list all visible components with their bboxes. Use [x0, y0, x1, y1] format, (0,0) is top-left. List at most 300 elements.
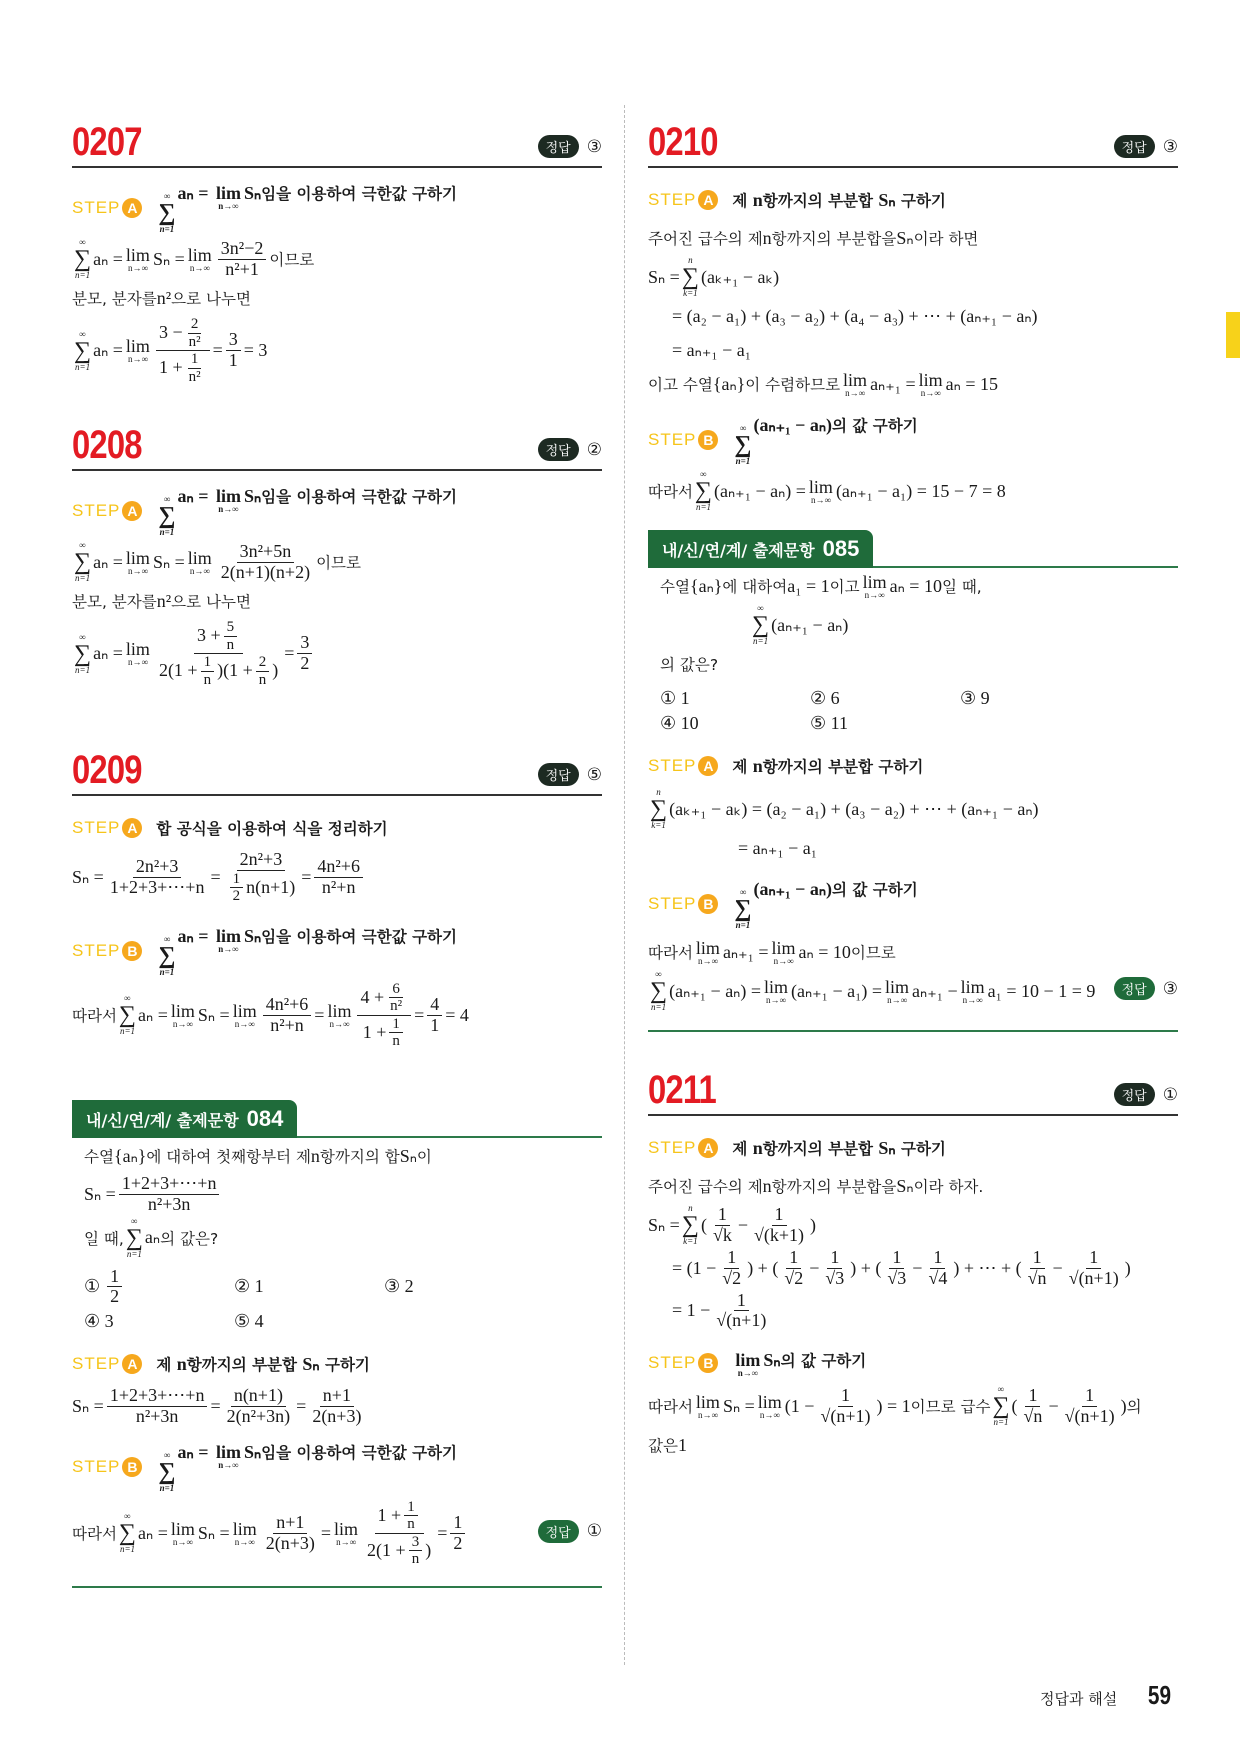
- answer-value: ③: [586, 136, 602, 157]
- math-text: ① 1: [660, 688, 690, 708]
- math-text: n²+3n: [147, 1193, 191, 1214]
- math-line: [648, 936, 1095, 968]
- math-text: =: [414, 1004, 425, 1025]
- math-text: −: [1048, 1395, 1059, 1416]
- math-text: 1: [110, 1265, 120, 1286]
- sigma-symbol: ∑: [734, 432, 752, 458]
- korean-text: 의 값 구하기: [780, 1351, 867, 1370]
- fraction: [107, 857, 208, 898]
- lim-symbol: lim: [735, 1349, 761, 1370]
- step-label: STEP: [648, 190, 697, 209]
- sigma-symbol: ∑: [74, 640, 92, 667]
- math-text: = (a₂ − a₁) + (a₃ − a₂) + (a₄ − a₃) + ⋯ + (aₙ₊₁ − aₙ): [672, 305, 1038, 326]
- fraction: [781, 1248, 806, 1289]
- final-row: [72, 1497, 602, 1570]
- step-letter: B: [698, 1353, 718, 1373]
- summation: [158, 495, 175, 537]
- denominator: [201, 672, 215, 689]
- numerator: [237, 542, 295, 563]
- math-text: Sₙ: [878, 190, 896, 210]
- math-text: 4n²+6: [317, 856, 360, 877]
- answer-value: ①: [1162, 1084, 1178, 1105]
- numerator: [357, 981, 411, 1016]
- lim-symbol: lim: [215, 486, 241, 506]
- math-text: n: [203, 671, 212, 688]
- answer-choice: [660, 713, 810, 734]
- numerator: [1082, 1386, 1097, 1407]
- denominator: [925, 1269, 950, 1289]
- fraction: [107, 1386, 208, 1427]
- lim-subscript: n→∞: [773, 955, 794, 966]
- limit: [764, 978, 788, 1005]
- korean-text: 주어진 급수의 제: [648, 1178, 763, 1196]
- answer-badge: 정답: [1114, 135, 1155, 158]
- sum-lower-limit: n=1: [159, 1482, 175, 1493]
- lim-subscript: n→∞: [887, 994, 907, 1005]
- fraction: [387, 981, 405, 1015]
- fraction: [1021, 1386, 1046, 1427]
- section-end-rule: [72, 1586, 602, 1588]
- final-row: [648, 934, 1178, 1014]
- math-text: (aₙ₊₁ − aₙ): [771, 614, 849, 635]
- lim-symbol: lim: [771, 937, 796, 958]
- lim-symbol: lim: [125, 244, 150, 265]
- math-text: (aₖ₊₁ − aₖ): [700, 266, 780, 287]
- limit: [843, 371, 867, 398]
- denominator: [1021, 1407, 1046, 1427]
- korean-text: 으로 나누면: [171, 593, 251, 611]
- korean-text: 의 값 구하기: [832, 417, 918, 435]
- limit: [216, 184, 241, 211]
- math-line: [648, 1291, 1178, 1332]
- lim-subscript: n→∞: [336, 1536, 356, 1547]
- math-line: [648, 1204, 1178, 1246]
- step-label: STEP: [72, 198, 121, 217]
- step-label: STEP: [648, 756, 697, 775]
- denominator: [263, 1534, 318, 1554]
- solution-body: [72, 1497, 468, 1570]
- answer-choice: [84, 1311, 234, 1332]
- solution-body: [648, 1170, 1178, 1331]
- numerator: [237, 850, 286, 871]
- math-text: =: [284, 643, 295, 663]
- math-text: Sₙ: [763, 1349, 781, 1370]
- denominator: [364, 1534, 434, 1568]
- fraction: [309, 1386, 364, 1427]
- math-text: 1 +: [158, 357, 183, 378]
- sum-upper-limit: ∞: [655, 969, 662, 979]
- sigma-symbol: ∑: [74, 549, 92, 575]
- denominator: [186, 369, 204, 386]
- step-title: [156, 817, 387, 839]
- answer-value: ①: [586, 1521, 602, 1542]
- math-text: Sₙ =: [722, 1395, 755, 1416]
- math-text: 4 +: [360, 986, 385, 1007]
- section-end-rule: [648, 1030, 1178, 1032]
- math-text: √n: [1023, 1405, 1043, 1426]
- numerator: [827, 1248, 842, 1269]
- answer-value: ⑤: [586, 764, 602, 785]
- numerator: [218, 239, 267, 260]
- math-text: 3 −: [158, 322, 183, 343]
- sum-lower-limit: n=1: [126, 1248, 142, 1259]
- lim-symbol: lim: [862, 571, 887, 592]
- math-text: 1: [774, 1203, 784, 1224]
- math-text: Sₙ =: [72, 866, 104, 887]
- korean-text: 따라서: [72, 1525, 117, 1544]
- math-text: 2(n+3): [312, 1405, 362, 1426]
- math-text: n: [310, 1145, 320, 1166]
- numerator: [256, 654, 270, 672]
- header-rule: [873, 566, 1178, 568]
- fraction: [817, 1386, 873, 1427]
- lim-symbol: lim: [125, 336, 150, 356]
- limit: [171, 1520, 195, 1547]
- answer: [538, 135, 602, 158]
- math-text: 1: [892, 1247, 902, 1267]
- answer-badge: 정답: [1114, 1083, 1155, 1106]
- tag-label: 내/신/연/계/ 출제문항: [86, 1111, 239, 1130]
- problem-header: [72, 112, 602, 168]
- math-text: 3n²+5n: [239, 540, 292, 561]
- math-text: aₙ =: [93, 340, 123, 360]
- step-a: [72, 485, 602, 537]
- lim-subscript: n→∞: [737, 1367, 759, 1378]
- summation: [158, 192, 175, 234]
- math-line: [648, 256, 1178, 298]
- step-title: [156, 1353, 370, 1375]
- korean-text: 의 값 구하기: [832, 881, 918, 899]
- math-text: = 4: [445, 1004, 469, 1025]
- denominator: [817, 1407, 873, 1427]
- answer-choices: [72, 1267, 602, 1333]
- sum-upper-limit: ∞: [700, 469, 707, 479]
- lim-symbol: lim: [170, 1000, 195, 1021]
- korean-text: 구하기: [319, 1356, 370, 1375]
- math-text: n²: [188, 368, 201, 385]
- lim-symbol: lim: [695, 1391, 720, 1412]
- fraction: [256, 654, 270, 688]
- step-a: [72, 1346, 602, 1382]
- fraction: [925, 1248, 950, 1289]
- step-a: [72, 810, 602, 846]
- numerator: [156, 316, 210, 351]
- math-text: ⑤ 4: [234, 1311, 264, 1332]
- step-a: [648, 182, 1178, 218]
- lim-symbol: lim: [125, 639, 150, 659]
- sum-lower-limit: n=1: [75, 664, 91, 675]
- korean-text: 일 때,: [84, 1229, 124, 1248]
- fraction: [404, 1499, 418, 1533]
- sum-upper-limit: ∞: [997, 1384, 1005, 1395]
- denominator: [156, 351, 210, 385]
- math-text: ): [1124, 1257, 1131, 1278]
- math-text: n²: [188, 333, 201, 350]
- math-text: 2(n²+3n): [226, 1405, 291, 1426]
- limit: [126, 246, 150, 273]
- denominator: [224, 637, 238, 654]
- fraction: [1025, 1248, 1050, 1289]
- math-text: n: [407, 1516, 415, 1533]
- math-text: aₙ: [144, 1227, 161, 1248]
- korean-text: 합 공식을 이용하여 식을 정리하기: [156, 820, 388, 838]
- answer-choice: [84, 1267, 234, 1308]
- math-text: 1+2+3+⋯+n: [109, 876, 205, 897]
- summation: [74, 633, 91, 675]
- lim-subscript: n→∞: [127, 565, 148, 576]
- sum-upper-limit: n: [688, 255, 693, 265]
- numerator: [133, 857, 182, 878]
- korean-text: 항까지의 부분합을: [771, 230, 897, 248]
- math-text: −: [1052, 1257, 1063, 1278]
- sum-lower-limit: n=1: [159, 966, 175, 977]
- sum-lower-limit: n=1: [75, 573, 91, 583]
- sigma-symbol: ∑: [158, 1458, 176, 1485]
- sum-lower-limit: n=1: [993, 1417, 1009, 1428]
- sum-upper-limit: ∞: [124, 993, 131, 1004]
- limit: [188, 549, 212, 576]
- math-text: √(n+1): [820, 1405, 871, 1426]
- denominator: [404, 1516, 418, 1533]
- question-body: [648, 570, 1178, 680]
- math-text: (aₙ₊₁ − a₁) =: [791, 980, 883, 1001]
- numerator: [389, 981, 403, 999]
- korean-text: 의 값은?: [160, 1229, 219, 1248]
- summation: [74, 541, 91, 583]
- math-text: aₙ =: [138, 1004, 168, 1025]
- math-text: ④ 10: [660, 713, 699, 733]
- math-text: n+1: [276, 1511, 305, 1532]
- summation: [119, 1512, 136, 1554]
- limit: [919, 371, 943, 398]
- summation: [992, 1385, 1009, 1427]
- math-line: [84, 1217, 602, 1259]
- math-text: 1: [190, 351, 199, 367]
- limit: [233, 1002, 257, 1029]
- numerator: [314, 857, 363, 878]
- numerator: [231, 1386, 286, 1407]
- math-line: [72, 316, 602, 385]
- lim-subscript: n→∞: [962, 994, 983, 1005]
- denominator: [427, 1016, 442, 1036]
- math-text: Sₙ =: [197, 1004, 230, 1025]
- step-title: [156, 485, 457, 537]
- sum-upper-limit: ∞: [739, 423, 747, 433]
- step-letter: A: [122, 198, 142, 218]
- step-letter: A: [698, 756, 718, 776]
- math-text: n²+n: [321, 876, 356, 897]
- tag-label: 내/신/연/계/ 출제문항: [662, 541, 815, 560]
- math-text: 1: [736, 1289, 746, 1310]
- lim-subscript: n→∞: [127, 262, 148, 273]
- math-text: Sₙ: [243, 183, 262, 203]
- sigma-symbol: ∑: [158, 942, 176, 969]
- summation: [74, 238, 91, 280]
- math-text: =: [296, 1395, 307, 1416]
- math-text: 2: [453, 1532, 463, 1553]
- sum-lower-limit: n=1: [159, 527, 175, 537]
- math-text: =: [210, 866, 221, 887]
- math-text: 1: [203, 654, 212, 670]
- numerator: [119, 1174, 220, 1195]
- math-text: n²: [156, 590, 172, 611]
- fraction: [409, 1534, 423, 1568]
- math-text: 3: [228, 329, 238, 350]
- math-text: n: [258, 671, 267, 688]
- lim-subscript: n→∞: [172, 1536, 193, 1547]
- lim-subscript: n→∞: [697, 1409, 718, 1420]
- lim-symbol: lim: [808, 476, 833, 497]
- solution-0208: [72, 415, 602, 690]
- numerator: [734, 1291, 749, 1312]
- math-text: 1: [789, 1247, 799, 1267]
- lim-subscript: n→∞: [234, 1536, 255, 1547]
- korean-text: 수열: [84, 1148, 114, 1166]
- math-line: [84, 1140, 602, 1172]
- denominator: [1025, 1269, 1050, 1289]
- sum-lower-limit: n=1: [119, 1544, 136, 1555]
- answer: [538, 763, 602, 786]
- fraction: [884, 1248, 909, 1289]
- math-text: 2n²+3: [239, 849, 283, 869]
- math-line: [648, 1385, 1178, 1427]
- math-text: 2: [190, 316, 199, 332]
- sigma-symbol: ∑: [681, 1212, 699, 1238]
- denominator: [387, 998, 405, 1015]
- math-text: Sₙ =: [152, 248, 185, 269]
- korean-text: 제: [732, 1140, 753, 1158]
- math-text: 1: [677, 1434, 687, 1455]
- fraction: [297, 633, 312, 674]
- math-line: [72, 981, 602, 1050]
- answer-choice: [234, 1311, 384, 1332]
- denominator: [230, 888, 244, 905]
- fraction: [314, 857, 363, 898]
- korean-text: 에 대하여: [722, 578, 788, 596]
- sum-upper-limit: ∞: [79, 328, 86, 339]
- denominator: [226, 351, 241, 371]
- step-title: [732, 1137, 946, 1159]
- math-text: 1: [232, 870, 241, 887]
- math-text: 2(n+1)(n+2): [220, 561, 311, 582]
- korean-text: 구하기: [895, 1140, 946, 1158]
- summation: [126, 1217, 143, 1259]
- step-a: [72, 182, 602, 234]
- math-text: {aₙ}: [113, 1145, 147, 1166]
- fraction: [107, 1267, 122, 1308]
- numerator: [273, 1513, 307, 1534]
- sum-lower-limit: n=1: [75, 361, 91, 372]
- math-text: Sₙ =: [648, 266, 680, 287]
- korean-text: 구하기: [895, 192, 946, 210]
- math-text: n: [411, 1551, 420, 1568]
- math-text: a₁ = 1: [787, 575, 830, 596]
- step-title: [156, 925, 457, 977]
- summation: [682, 1204, 699, 1246]
- limit: [126, 549, 150, 576]
- numerator: [930, 1248, 945, 1269]
- sigma-symbol: ∑: [650, 978, 668, 1004]
- lim-subscript: n→∞: [766, 994, 786, 1005]
- math-text: = 1 −: [672, 1300, 711, 1321]
- denominator: [1062, 1407, 1118, 1427]
- limit: [809, 478, 833, 505]
- limit: [171, 1002, 195, 1029]
- korean-text: 제: [156, 1356, 177, 1375]
- answer-choice: [660, 688, 810, 709]
- numerator: [230, 871, 244, 889]
- step-label: STEP: [648, 894, 697, 913]
- sum-lower-limit: n=1: [735, 920, 751, 930]
- header-rule: [297, 1136, 602, 1138]
- korean-text: 이라 하면: [913, 230, 979, 248]
- problem-number: 0210: [648, 120, 718, 164]
- problem-header: [72, 415, 602, 471]
- korean-text: 이라 하자.: [913, 1178, 984, 1196]
- limit: [961, 978, 985, 1005]
- linked-question-084: [72, 1100, 602, 1588]
- math-text: 1: [717, 1203, 727, 1224]
- step-letter: A: [122, 501, 142, 521]
- lim-subscript: n→∞: [759, 1409, 780, 1420]
- math-line: [660, 648, 1178, 680]
- korean-text: 항까지의 부분합: [762, 1140, 879, 1158]
- math-text: Sₙ =: [152, 551, 185, 572]
- denominator: [884, 1269, 909, 1289]
- math-text: n: [226, 636, 235, 653]
- numerator: [724, 1248, 739, 1269]
- denominator: [713, 1311, 769, 1331]
- math-text: (aₖ₊₁ − aₖ) = (a₂ − a₁) + (a₃ − a₂) + ⋯ + (aₙ₊₁ − aₙ): [669, 798, 1039, 819]
- math-text: 3n²−2: [220, 237, 264, 258]
- numerator: [375, 1499, 424, 1534]
- lim-subscript: n→∞: [189, 565, 210, 576]
- math-text: 1: [1028, 1384, 1038, 1405]
- korean-text: 항까지의 부분합: [186, 1356, 303, 1375]
- lim-subscript: n→∞: [329, 1018, 350, 1029]
- denominator: [222, 260, 262, 280]
- math-text: n²+n: [270, 1014, 304, 1035]
- sum-upper-limit: n: [688, 1203, 693, 1213]
- numerator: [188, 316, 202, 334]
- answer-badge: 정답: [538, 763, 579, 786]
- math-text: ② 6: [810, 688, 840, 708]
- math-text: 2: [300, 653, 310, 673]
- math-text: aₙ₊₁ =: [722, 941, 769, 962]
- korean-text: 일 때,: [941, 578, 982, 596]
- fraction: [713, 1291, 769, 1332]
- math-text: Sₙ =: [84, 1183, 116, 1204]
- denominator: [156, 654, 281, 688]
- sigma-symbol: ∑: [992, 1393, 1010, 1420]
- answer: [1114, 1083, 1178, 1106]
- solution-0207: [72, 112, 602, 387]
- math-line: [648, 300, 1178, 332]
- sigma-symbol: ∑: [694, 478, 713, 504]
- math-text: 2(1 +: [158, 660, 198, 681]
- lim-symbol: lim: [215, 925, 241, 946]
- sum-lower-limit: n=1: [695, 502, 712, 512]
- denominator: [360, 1016, 409, 1050]
- numerator: [1025, 1386, 1040, 1407]
- math-text: )(1 +: [217, 660, 253, 681]
- korean-text: 따라서: [648, 483, 693, 501]
- step-label: STEP: [648, 430, 697, 449]
- step-letter: A: [698, 190, 718, 210]
- numerator: [107, 1386, 208, 1407]
- numerator: [1030, 1248, 1045, 1269]
- korean-text: 제: [732, 758, 753, 776]
